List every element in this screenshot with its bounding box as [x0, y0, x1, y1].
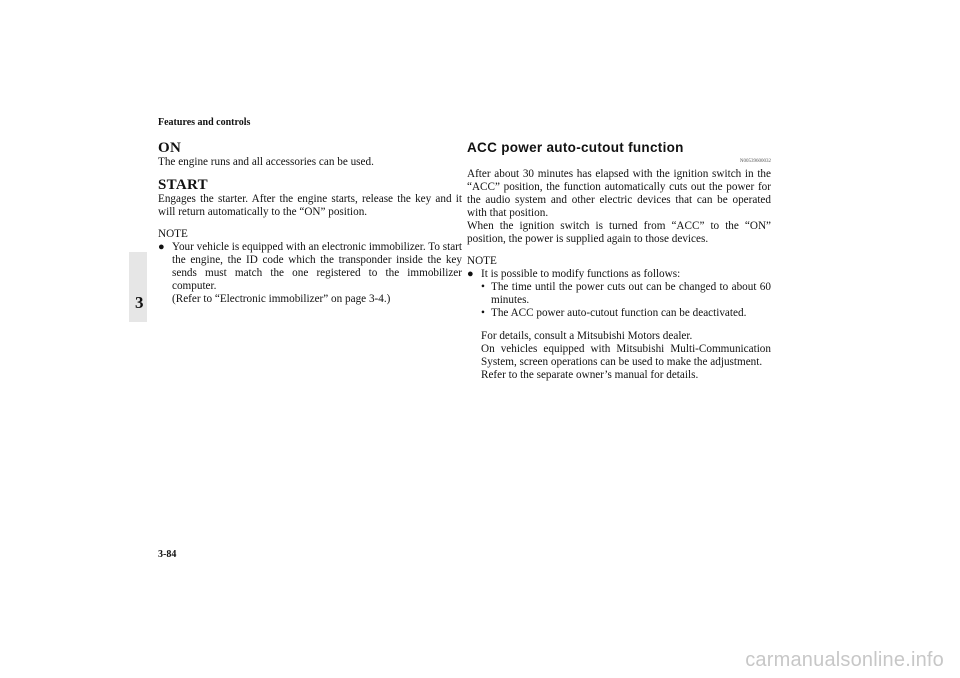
bullet-icon: ●: [467, 268, 474, 280]
right-column: [467, 140, 771, 382]
sub-item: [481, 307, 771, 320]
chapter-tab-number: 3: [135, 293, 144, 312]
note-bullet-text: It is possible to modify functions as follows:: [481, 268, 681, 280]
on-text: The engine runs and all accessories can be used.: [158, 156, 374, 168]
acc-heading: ACC power auto-cutout function: [467, 140, 684, 155]
sub-item-text: The ACC power auto-cutout function can be deactivated.: [491, 307, 747, 319]
note-reference: (Refer to “Electronic immobilizer” on page 3-4.): [172, 293, 391, 305]
on-heading: ON: [158, 140, 182, 156]
section-header: Features and controls: [158, 117, 251, 128]
sub-item: [481, 281, 771, 307]
acc-paragraph-1: After about 30 minutes has elapsed with the ignition switch in the “ACC” position, the function automatically cuts out the power for the audio system and other electric devices that can be operated with that position.: [467, 168, 771, 219]
acc-paragraph-2: When the ignition switch is turned from “ACC” to the “ON” position, the power is supplied again to those devices.: [467, 220, 771, 245]
note-paragraph: For details, consult a Mitsubishi Motors dealer.: [481, 330, 693, 342]
left-column: [158, 140, 462, 306]
note-label: NOTE: [467, 255, 497, 267]
page-number: 3-84: [158, 549, 177, 560]
note-bullet: [158, 241, 462, 306]
watermark: carmanualsonline.info: [745, 649, 944, 671]
small-dot-icon: •: [481, 307, 485, 319]
note-bullet: [467, 268, 771, 382]
note-bullet-text: Your vehicle is equipped with an electronic immobilizer. To start the engine, the ID code which the transponder inside the key sends must match the one registered to the immobilizer computer.: [172, 241, 462, 292]
sub-item-text: The time until the power cuts out can be changed to about 60 minutes.: [491, 281, 771, 306]
small-dot-icon: •: [481, 281, 485, 293]
start-heading: START: [158, 177, 208, 193]
note-label: NOTE: [158, 228, 188, 240]
bullet-icon: ●: [158, 241, 165, 253]
note-paragraph: On vehicles equipped with Mitsubishi Multi-Communication System, screen operations can be used to make the adjustment.: [481, 343, 771, 368]
start-text: Engages the starter. After the engine starts, release the key and it will return automatically to the “ON” position.: [158, 193, 462, 218]
note-paragraph: Refer to the separate owner’s manual for details.: [481, 369, 699, 381]
reference-code: N00539600032: [739, 159, 771, 164]
